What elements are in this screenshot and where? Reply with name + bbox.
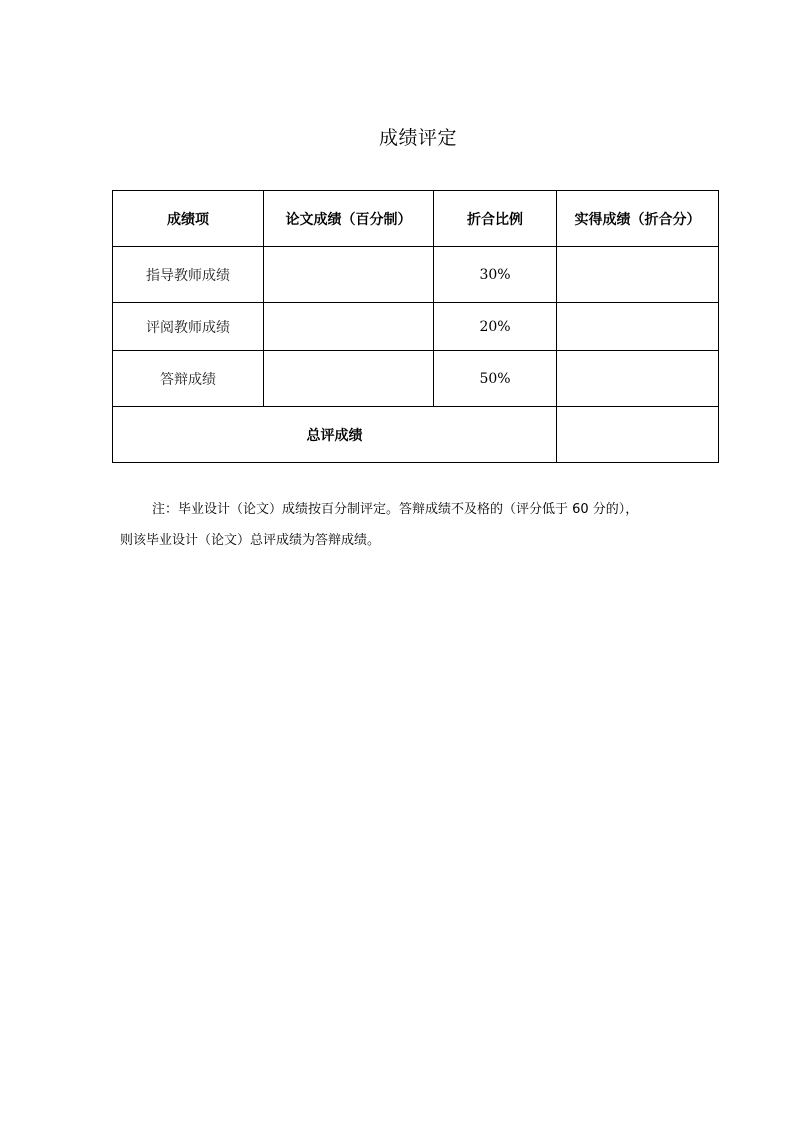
table-row bbox=[113, 247, 719, 303]
table-header-row bbox=[113, 191, 719, 247]
row-score-cell[interactable] bbox=[264, 351, 434, 407]
row-actual-cell[interactable] bbox=[557, 303, 719, 351]
total-label: 总评成绩 bbox=[113, 407, 557, 463]
table-row bbox=[113, 351, 719, 407]
header-item: 成绩项 bbox=[113, 191, 264, 247]
row-actual-cell[interactable] bbox=[557, 247, 719, 303]
row-item-label: 指导教师成绩 bbox=[113, 247, 264, 303]
total-row bbox=[113, 407, 719, 463]
note-line-2: 则该毕业设计（论文）总评成绩为答辩成绩。 bbox=[120, 533, 381, 548]
total-value-cell[interactable] bbox=[557, 407, 719, 463]
row-score-cell[interactable] bbox=[264, 247, 434, 303]
row-ratio-cell: 30% bbox=[434, 247, 557, 303]
row-item-label: 答辩成绩 bbox=[113, 351, 264, 407]
table-row bbox=[113, 303, 719, 351]
row-item-label: 评阅教师成绩 bbox=[113, 303, 264, 351]
page-title: 成绩评定 bbox=[378, 127, 457, 149]
header-actual-score: 实得成绩（折合分） bbox=[557, 191, 719, 247]
note-line-1: 注：毕业设计（论文）成绩按百分制评定。答辩成绩不及格的（评分低于 60 分的）， bbox=[152, 502, 639, 517]
header-ratio: 折合比例 bbox=[434, 191, 557, 247]
row-score-cell[interactable] bbox=[264, 303, 434, 351]
grade-table bbox=[112, 190, 719, 463]
row-ratio-cell: 50% bbox=[434, 351, 557, 407]
row-ratio-cell: 20% bbox=[434, 303, 557, 351]
header-paper-score: 论文成绩（百分制） bbox=[264, 191, 434, 247]
row-actual-cell[interactable] bbox=[557, 351, 719, 407]
